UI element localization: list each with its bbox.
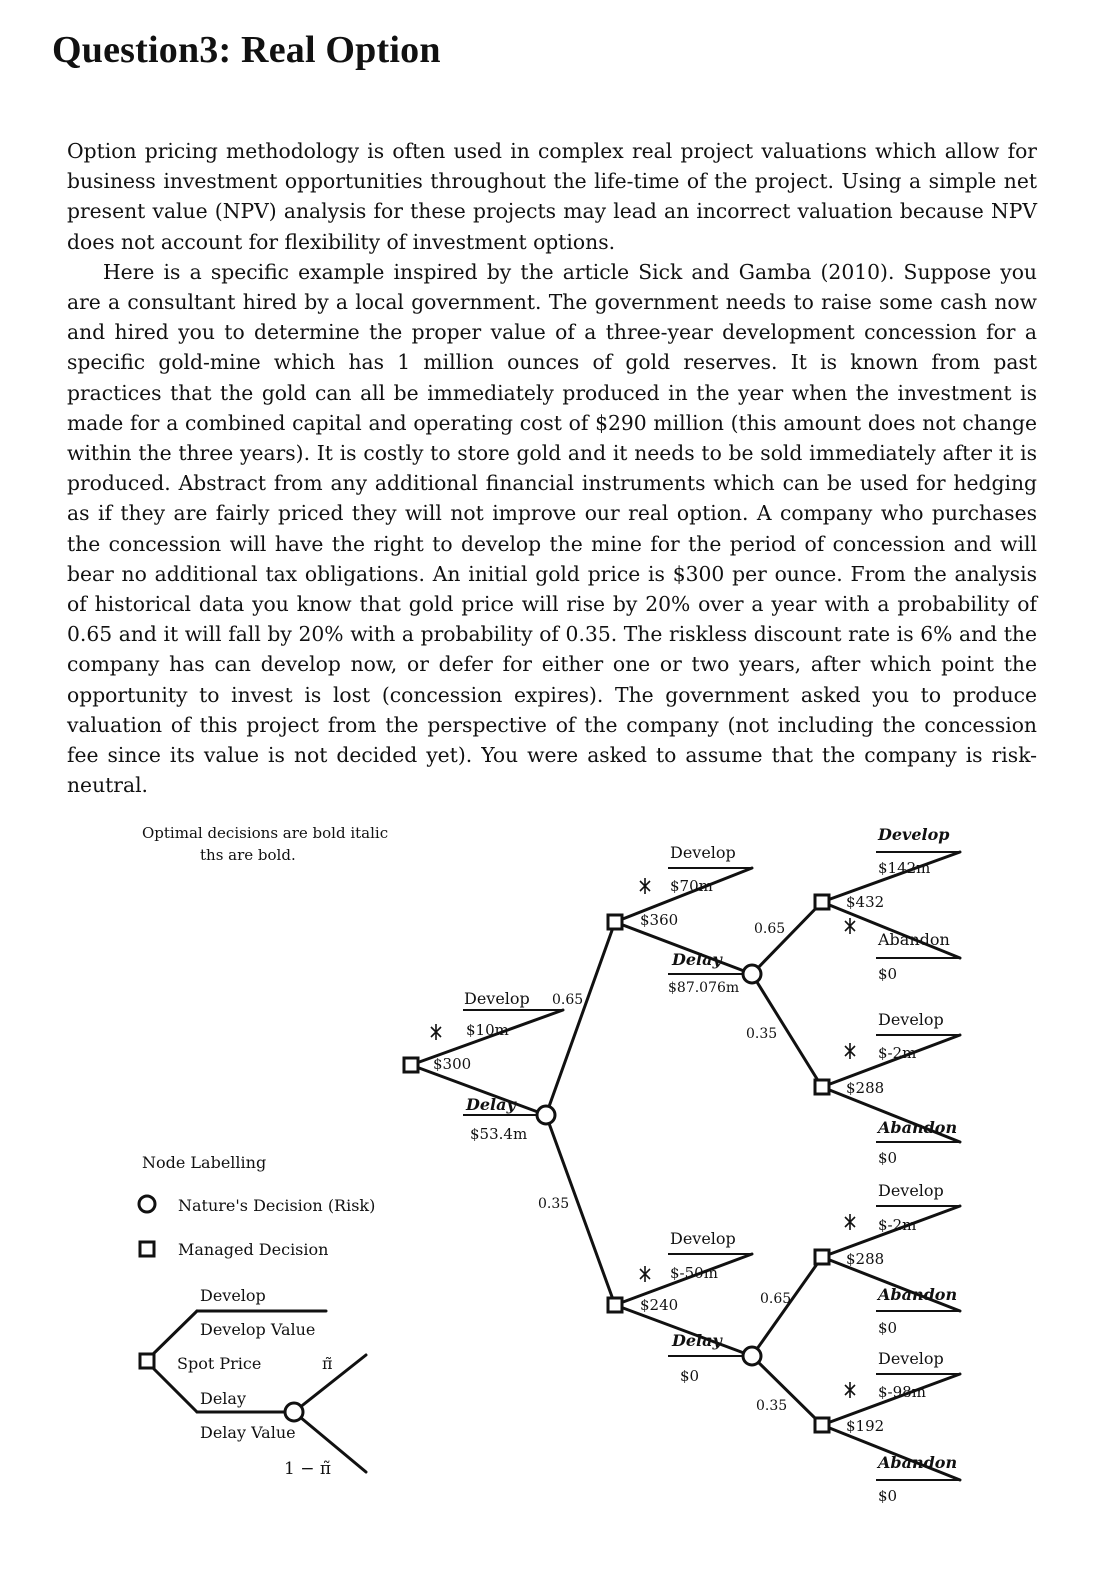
- legend-nature-label: Nature's Decision (Risk): [178, 1196, 376, 1215]
- legend-managed-label: Managed Decision: [178, 1240, 329, 1259]
- leaf4-abandon-label: Abandon: [878, 1453, 958, 1472]
- root-spot-price: $300: [433, 1055, 472, 1073]
- legend-heading: Node Labelling: [142, 1153, 267, 1172]
- down-up-probability: 0.65: [760, 1291, 792, 1307]
- root-managed-decision-node: [404, 1058, 418, 1072]
- leaf4-managed-decision-node: [815, 1418, 829, 1432]
- down-nature-node: [743, 1347, 761, 1365]
- leaf2-abandon-label: Abandon: [878, 1118, 958, 1137]
- down-down-edge: [752, 1356, 822, 1425]
- legend-nature-symbol: [139, 1196, 155, 1212]
- legend-pi-label: π̃: [322, 1354, 333, 1373]
- leaf3-spot-price: $288: [846, 1250, 885, 1268]
- leaf3-abandon-value: $0: [878, 1319, 898, 1337]
- leaf4-develop-label: Develop: [878, 1349, 944, 1368]
- diagram-note-line1: Optimal decisions are bold italic: [142, 824, 389, 842]
- up-managed-decision-node: [608, 915, 622, 929]
- question-title: Question3: Real Option: [52, 29, 441, 71]
- leaf3-abandon-label: Abandon: [878, 1285, 958, 1304]
- up-delay-label: Delay: [672, 950, 722, 969]
- leaf4-develop-value: $-98m: [878, 1383, 926, 1401]
- leaf2-develop-value: $-2m: [878, 1044, 917, 1062]
- leaf1-managed-decision-node: [815, 895, 829, 909]
- leaf3-managed-decision-node: [815, 1250, 829, 1264]
- legend-nature-node: [285, 1403, 303, 1421]
- down-develop-value: $-50m: [670, 1264, 718, 1282]
- paragraph-intro: Option pricing methodology is often used in complex real project valuations which allow for business investment opportunities throughout the life-time of the project. Using a simple net present value (NPV) analysis for these projects may lead an incorrect valuation because NPV does not account for flexibility of investment options.: [67, 139, 1037, 254]
- root-delay-value: $53.4m: [470, 1125, 528, 1143]
- up-develop-label: Develop: [670, 843, 736, 862]
- leaf1-spot-price: $432: [846, 893, 885, 911]
- leaf4-spot-price: $192: [846, 1417, 885, 1435]
- legend-managed-node: [140, 1354, 154, 1368]
- down-delay-value: $0: [680, 1367, 700, 1385]
- down-spot-price: $240: [640, 1296, 679, 1314]
- legend-develop-value-label: Develop Value: [200, 1320, 316, 1339]
- leaf1-develop-label: Develop: [878, 825, 950, 844]
- legend-develop-label: Develop: [200, 1286, 266, 1305]
- leaf1-develop-value: $142m: [878, 859, 931, 877]
- root-down-probability: 0.35: [538, 1196, 570, 1212]
- legend-one-minus-pi-label: 1 − π̃: [284, 1459, 332, 1479]
- up-up-probability: 0.65: [754, 921, 786, 937]
- root-up-probability: 0.65: [552, 992, 584, 1008]
- down-managed-decision-node: [608, 1298, 622, 1312]
- leaf3-develop-value: $-2m: [878, 1216, 917, 1234]
- root-develop-label: Develop: [464, 989, 530, 1008]
- leaf1-abandon-value: $0: [878, 965, 898, 983]
- down-down-probability: 0.35: [756, 1398, 788, 1414]
- root-delay-label: Delay: [466, 1095, 516, 1114]
- leaf2-spot-price: $288: [846, 1079, 885, 1097]
- diagram-note-line2: ths are bold.: [200, 846, 296, 864]
- legend-delay-label: Delay: [200, 1389, 246, 1408]
- up-spot-price: $360: [640, 911, 679, 929]
- down-develop-label: Develop: [670, 1229, 736, 1248]
- up-up-edge: [752, 902, 822, 974]
- root-up-edge: [546, 922, 615, 1115]
- up-nature-node: [743, 965, 761, 983]
- legend-managed-symbol: [140, 1242, 154, 1256]
- up-down-probability: 0.35: [746, 1026, 778, 1042]
- root-nature-node: [537, 1106, 555, 1124]
- legend-delay-value-label: Delay Value: [200, 1423, 296, 1442]
- paragraph-problem: Here is a specific example inspired by the article Sick and Gamba (2010). Suppose you are a consultant hired by a local government. The government needs to raise some cash now and hired you to determine the proper value of a three-year development concession for a specific gold-mine which has 1 million ounces of gold reserves. It is known from past practices that the gold can all be immediately produced in the year when the investment is made for a combined capital and operating cost of $290 million (this amount does not change within the three years). It is costly to store gold and it needs to be sold immediately after it is produced. Abstract from any additional financial instruments which can be used for hedging as if they are fairly priced they will not improve our real option. A company who purchases the concession will have the right to develop the mine for the period of concession and will bear no additional tax obligations. An initial gold price is $300 per ounce. From the analysis of historical data you know that gold price will rise by 20% over a year with a probability of 0.65 and it will fall by 20% with a probability of 0.35. The riskless discount rate is 6% and the company has can develop now, or defer for either one or two years, after which point the opportunity to invest is lost (concession expires). The government asked you to produce valuation of this project from the perspective of the company (not including the concession fee since its value is not decided yet). You were asked to assume that the company is risk-neutral.: [67, 259, 1037, 798]
- root-develop-value: $10m: [466, 1021, 509, 1039]
- up-develop-value: $70m: [670, 877, 713, 895]
- up-delay-value: $87.076m: [668, 980, 740, 996]
- leaf2-managed-decision-node: [815, 1080, 829, 1094]
- leaf2-abandon-value: $0: [878, 1149, 898, 1167]
- leaf2-develop-label: Develop: [878, 1010, 944, 1029]
- leaf4-abandon-value: $0: [878, 1487, 898, 1505]
- legend-spot-price-label: Spot Price: [177, 1354, 262, 1373]
- leaf3-develop-label: Develop: [878, 1181, 944, 1200]
- leaf1-abandon-label: Abandon: [878, 930, 950, 949]
- down-delay-label: Delay: [672, 1331, 722, 1350]
